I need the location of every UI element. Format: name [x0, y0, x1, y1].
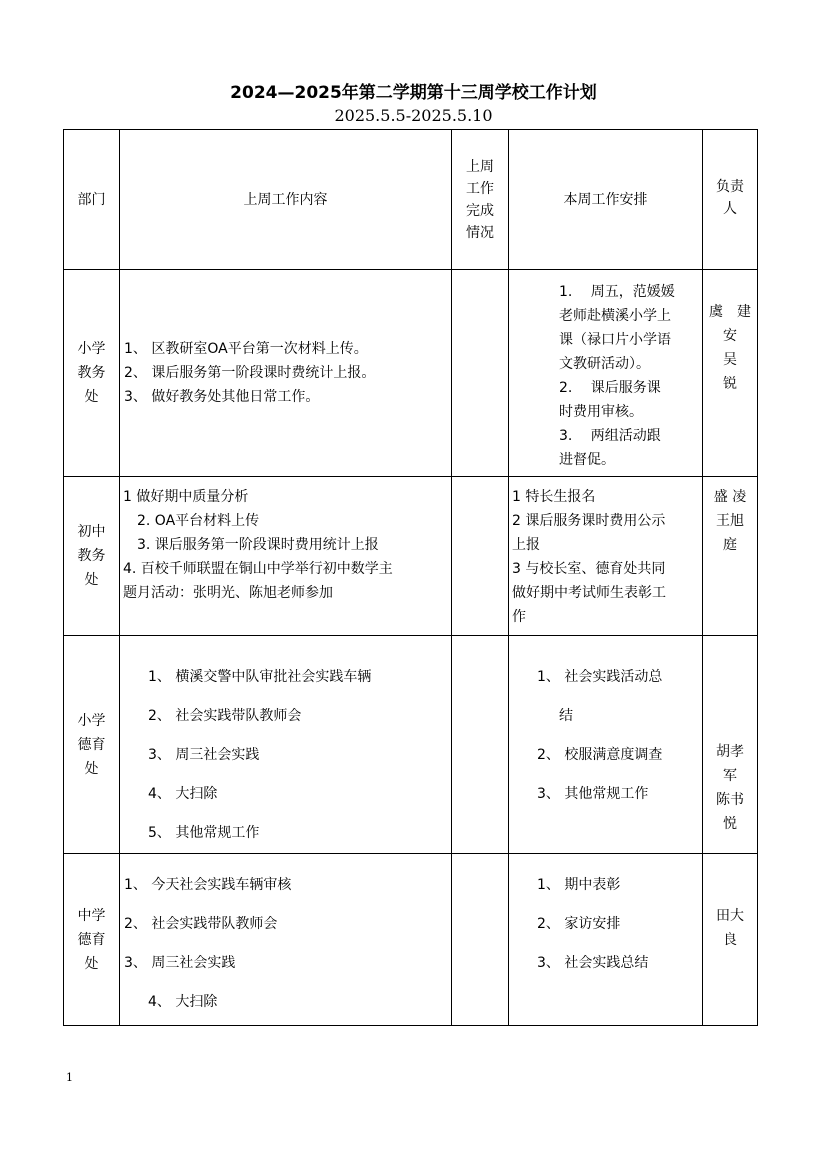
last-week-cell: 1 做好期中质量分析 2. OA平台材料上传 3. 课后服务第一阶段课时费用统计上报 4. 百校千师联盟在铜山中学举行初中数学主 题月活动：张明光、陈旭老师参加 [120, 477, 452, 636]
dept-cell: 初中 教务 处 [64, 477, 120, 636]
last-week-cell: 1、 区教研室OA平台第一次材料上传。 2、 课后服务第一阶段课时费统计上报。 3、 做好教务处其他日常工作。 [120, 270, 452, 477]
page-number: 1 [66, 1071, 73, 1084]
completion-cell [452, 477, 509, 636]
responsible-cell: 虞 建 安 吴 锐 [703, 270, 758, 477]
completion-cell [452, 636, 509, 854]
completion-cell [452, 270, 509, 477]
date-range: 2025.5.5-2025.5.10 [334, 106, 493, 125]
table-row [64, 854, 758, 1026]
this-week-cell: 1、 期中表彰 2、 家访安排 3、 社会实践总结 [509, 854, 703, 1026]
header-this-week: 本周工作安排 [509, 130, 703, 270]
table-header-row [64, 130, 758, 270]
page-title: 2024—2025年第二学期第十三周学校工作计划 [230, 83, 597, 103]
dept-cell: 中学 德育 处 [64, 854, 120, 1026]
header-dept: 部门 [64, 130, 120, 270]
last-week-cell: 1、 横溪交警中队审批社会实践车辆 2、 社会实践带队教师会 3、 周三社会实践 4、 大扫除 5、 其他常规工作 [120, 636, 452, 854]
responsible-cell: 田大 良 [703, 854, 758, 1026]
last-week-cell: 1、 今天社会实践车辆审核 2、 社会实践带队教师会 3、 周三社会实践 4、 大扫除 [120, 854, 452, 1026]
work-plan-table [63, 129, 758, 1026]
header-last-week: 上周工作内容 [120, 130, 452, 270]
this-week-cell: 1. 周五，范媛媛 老师赴横溪小学上 课（禄口片小学语 文教研活动）。 2. 课后服务课 时费用审核。 3. 两组活动跟 进督促。 [509, 270, 703, 477]
responsible-cell: 胡孝 军 陈书 悦 [703, 636, 758, 854]
this-week-cell: 1、 社会实践活动总 结 2、 校服满意度调查 3、 其他常规工作 [509, 636, 703, 854]
dept-cell: 小学 德育 处 [64, 636, 120, 854]
dept-cell: 小学 教务 处 [64, 270, 120, 477]
completion-cell [452, 854, 509, 1026]
header-responsible: 负责 人 [703, 130, 758, 270]
table-row [64, 477, 758, 636]
responsible-cell: 盛 凌 王旭 庭 [703, 477, 758, 636]
header-completion: 上周 工作 完成 情况 [452, 130, 509, 270]
table-row [64, 270, 758, 477]
this-week-cell: 1 特长生报名 2 课后服务课时费用公示 上报 3 与校长室、德育处共同 做好期中考试师生表彰工 作 [509, 477, 703, 636]
table-row [64, 636, 758, 854]
